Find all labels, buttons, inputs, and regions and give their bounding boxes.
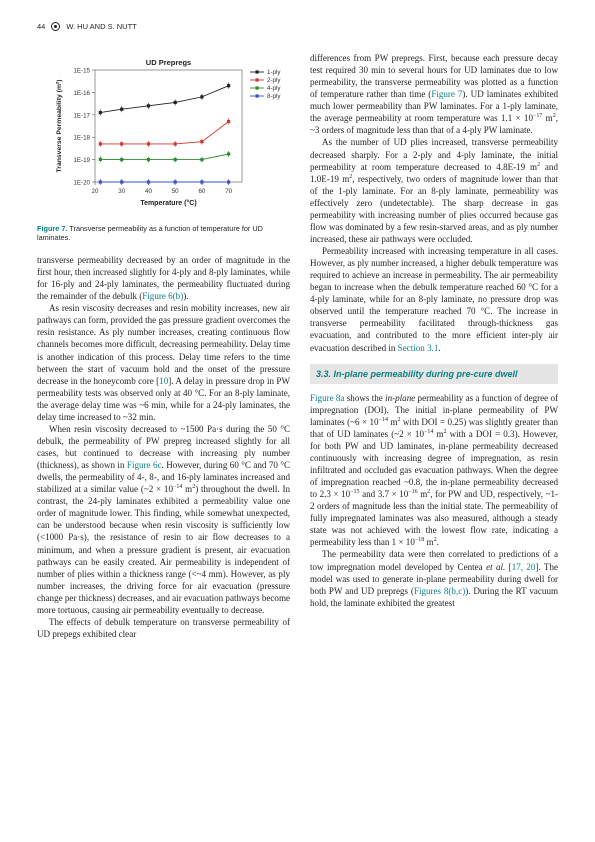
data-point: [99, 180, 102, 183]
y-axis-label: Transverse Permeability (m²): [56, 79, 63, 173]
legend-label: 8-ply: [267, 93, 281, 101]
figure-link[interactable]: Figure 8a: [310, 392, 345, 403]
data-point: [227, 180, 230, 183]
data-point: [120, 180, 123, 183]
right-column: [310, 52, 558, 609]
legend-marker: [256, 78, 259, 81]
data-point: [174, 101, 177, 104]
paragraph: differences from PW prepregs. First, because each pressure decay test required 30 min to several hours for UD laminates due to low permeability, the transverse permeability was plotted as a function of temperature rather than time (Figure 7). UD laminates exhibited much lower permeability than PW laminates. For a 1-ply laminate, the average permeability at room temperature was $1.1 \times 10^{-17}$ $m^2$, ~3 orders of magnitude less than that of a 4-ply PW laminate.: [310, 53, 558, 136]
x-tick-label: 50: [171, 188, 179, 195]
figure-link[interactable]: Figure 6(b): [142, 291, 184, 302]
page-number: 44: [37, 22, 46, 31]
figure-caption: [37, 224, 290, 243]
figure-caption-text: Transverse permeability as a function of temperature for UD laminates.: [37, 224, 263, 243]
data-point: [174, 142, 177, 145]
data-point: [120, 158, 123, 161]
data-point: [174, 158, 177, 161]
data-point: [200, 180, 203, 183]
data-point: [147, 180, 150, 183]
legend-label: 2-ply: [267, 77, 281, 85]
left-column: [37, 254, 290, 640]
legend-marker: [256, 94, 259, 97]
data-point: [120, 142, 123, 145]
y-tick-label: 1E-15: [73, 67, 90, 75]
x-tick-label: 70: [225, 188, 233, 195]
figure-link[interactable]: Figure 7: [431, 89, 463, 100]
y-tick-label: 1E-20: [73, 179, 90, 187]
data-point: [147, 142, 150, 145]
x-axis-label: Temperature (°C): [140, 200, 197, 207]
data-point: [99, 111, 102, 114]
data-point: [120, 108, 123, 111]
paragraph: When resin viscosity decreased to ~1500 Pa·s during the 50 °C debulk, the permeability of PW prepreg increased slightly for all cases, but continued to decrease with increasing ply number (thickness), as shown in Figure 6c. However, during 60 °C and 70 °C dwells, the permeability of 4-, 8-, and 16-ply laminates increased and stabilized at a similar value (~2 × $10^{-14}$ $m^2$) throughout the dwell. In contrast, the 24-ply laminates exhibited a permeability value one order of magnitude lower. This finding, while somewhat unexpected, can be understood because when resin viscosity is sufficiently low (<1000 Pa·s), the resistance of resin to air flow decreases to a minimum, and when a pressure gradient is present, air evacuation pathways can be easily created. Air permeability is independent of number of plies within a thickness range (<~4 mm). However, as ply number increases, the driving force for air evacuation (pressure change per thickness) decreases, and air evacuation pathways become more tortuous, causing air permeability eventually to decrease.: [37, 423, 291, 615]
data-point: [147, 104, 150, 107]
figure-7: [37, 52, 290, 227]
legend-label: 4-ply: [267, 85, 281, 93]
paragraph: Figure 8a shows the in-plane permeability as a function of degree of impregnation (DOI). The initial in-plane permeability of PW laminates (~6 × $10^{-14}$ $m^2$ with DOI = 0.25) was slightly greater than that of UD laminates (~2 × $10^{-14}$ $m^2$ with a DOI = 0.3). However, for both PW and UD laminates, in-plane permeability decreased continuously with increasing degree of impregnation, as resin infiltrated and occluded gas evacuation pathways. When the degree of impregnation reached ~0.8, the in-plane permeability decreased to $2.3 \times 10^{-15}$ and $3.7 \times 10^{-16}$ $m^2$, for PW and UD, respectively, ~1-2 orders of magnitude less than the initial state. The permeability of fully impregnated laminates was also measured, although a steady state was not achieved with the lowest flow rate, indicating a permeability less than $1 \times 10^{-18}$ $m^2$.: [310, 392, 558, 548]
section-link[interactable]: Section 3.1: [397, 342, 439, 353]
paragraph: transverse permeability decreased by an order of magnitude in the first hour, then increased slightly for 4-ply and 8-ply laminates, while for 16-ply and 24-ply laminates, the permeability fluctuated during the remainder of the debulk (Figure 6(b)).: [37, 255, 290, 302]
figure-link[interactable]: Figures 8(b,c): [413, 585, 466, 596]
y-tick-label: 1E-16: [73, 89, 90, 97]
data-point: [200, 95, 203, 98]
plot-area: [95, 70, 242, 182]
paragraph: As resin viscosity decreases and resin mobility increases, new air pathways can form, provided the gas pressure gradient overcomes the resin resistance. As ply number increases, creating continuous flow channels becomes more difficult, decreasing permeability. Delay time is another indication of this process. Delay time refers to the time between the start of vacuum hold and the onset of the pressure decrease in the honeycomb core [10]. A delay in pressure drop in PW permeability tests was observed only at 40 °C. For an 8-ply laminate, the average delay time was ~6 min, while for a 24-ply laminates, the delay time increased to ~32 min.: [37, 303, 290, 422]
data-point: [227, 84, 230, 87]
x-tick-label: 20: [91, 188, 99, 195]
data-point: [227, 152, 230, 155]
transverse-permeability-chart: [37, 52, 290, 222]
running-authors: W. HU AND S. NUTT: [66, 22, 137, 31]
figure-caption-label: Figure 7.: [37, 224, 68, 233]
data-point: [147, 158, 150, 161]
paragraph: As the number of UD plies increased, transverse permeability decreased sharply. For a 2-ply and 4-ply laminate, the initial permeability at room temperature decreased to 4.8E-19 $m^2$ and 1.0E-19 $m^2$, respectively, two orders of magnitude lower than that of the 1-ply laminate. For an 8-ply laminate, permeability was effectively zero (undetectable). The sharp decrease in gas permeability with increasing number of plies occurred because gas flow was dominated by a few resin-starved areas, and as ply number increased, these air pathways were occluded.: [310, 137, 558, 244]
reference-link[interactable]: 10: [159, 375, 169, 386]
reference-link[interactable]: 17, 20: [511, 561, 536, 572]
data-point: [174, 180, 177, 183]
chart-title: UD Prepregs: [145, 58, 192, 67]
data-point: [99, 142, 102, 145]
paragraph: The permeability data were then correlated to predictions of a tow impregnation model developed by Centea et al. [17, 20]. The model was used to generate in-plane permeability during dwell for both PW and UD prepregs (Figures 8(b,c)). During the RT vacuum hold, the laminate exhibited the greatest: [310, 549, 559, 608]
data-point: [99, 158, 102, 161]
legend-label: 1-ply: [267, 69, 281, 77]
legend-marker: [256, 86, 259, 89]
data-point: [200, 158, 203, 161]
y-tick-label: 1E-17: [73, 112, 90, 120]
running-header: [37, 22, 137, 31]
publisher-logo-icon: [51, 22, 60, 31]
section-heading: 3.3. In-plane permeability during pre-cure dwell: [310, 364, 558, 384]
y-tick-label: 1E-19: [73, 157, 90, 165]
x-tick-label: 30: [118, 188, 126, 195]
legend-marker: [256, 70, 259, 73]
paragraph: Permeability increased with increasing temperature in all cases. However, as ply number increased, a higher debulk temperature was required to achieve an increase in permeability. The air permeability began to increase when the debulk temperature reached 60 °C for a 4-ply laminate, while for an 8-ply laminate, no pressure drop was observed until the temperature reached 70 °C. The increase in transverse permeability facilitated through-thickness gas evacuation, and contributed to the more efficient inter-ply air evacuation described in Section 3.1.: [310, 246, 558, 353]
data-point: [200, 140, 203, 143]
x-tick-label: 40: [145, 188, 152, 195]
y-tick-label: 1E-18: [73, 134, 90, 142]
paragraph: The effects of debulk temperature on transverse permeability of UD prepegs exhibited clear: [37, 616, 290, 639]
figure-link[interactable]: Figure 6c: [126, 460, 162, 471]
x-tick-label: 60: [198, 188, 206, 195]
data-point: [227, 120, 230, 123]
